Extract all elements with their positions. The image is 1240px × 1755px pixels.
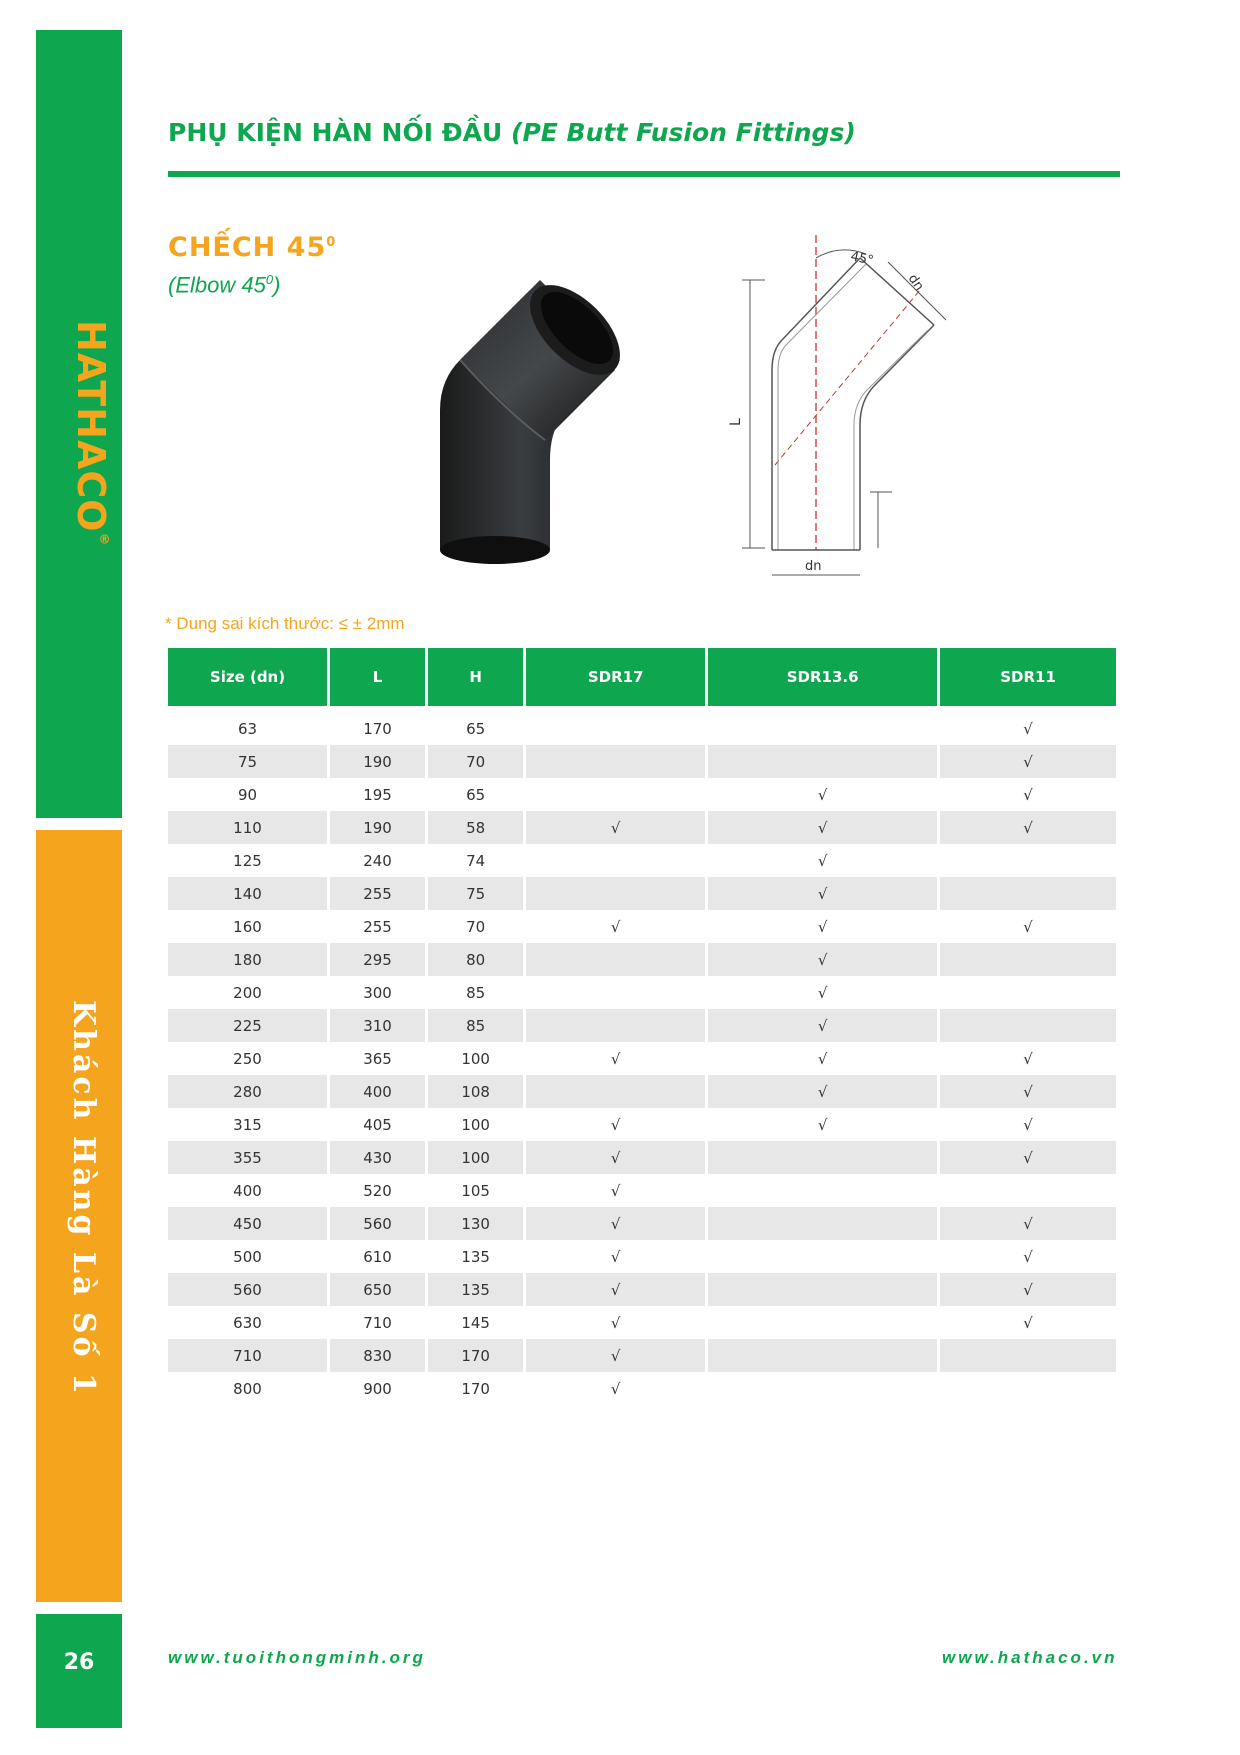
cell-sdr11: √	[1023, 1049, 1033, 1068]
cell-size: 630	[168, 1306, 329, 1339]
cell-h: 100	[427, 1108, 525, 1141]
cell-sdr11	[939, 844, 1116, 877]
cell-size: 140	[168, 877, 329, 910]
cell-sdr17: √	[525, 1174, 707, 1207]
cell-l: 400	[329, 1075, 427, 1108]
cell-sdr17	[525, 877, 707, 910]
cell-l: 300	[329, 976, 427, 1009]
cell-size: 90	[168, 778, 329, 811]
table-row	[168, 1141, 1116, 1174]
cell-sdr17: √	[525, 1240, 707, 1273]
cell-sdr136: √	[707, 910, 939, 943]
table-row	[168, 1240, 1116, 1273]
cell-size: 125	[168, 844, 329, 877]
page-number: 26	[36, 1614, 122, 1728]
cell-l: 610	[329, 1240, 427, 1273]
cell-sdr136	[707, 1174, 939, 1207]
header-sdr17: SDR17	[525, 648, 707, 706]
cell-h: 70	[427, 910, 525, 943]
drawing-label-angle: 45°	[849, 249, 875, 269]
cell-sdr17	[525, 1009, 707, 1042]
cell-size: 560	[168, 1273, 329, 1306]
table-row	[168, 976, 1116, 1009]
cell-l: 240	[329, 844, 427, 877]
cell-l: 310	[329, 1009, 427, 1042]
header-h: H	[427, 648, 525, 706]
cell-sdr136	[707, 1207, 939, 1240]
cell-sdr17: √	[525, 1108, 707, 1141]
cell-sdr11	[939, 877, 1116, 910]
cell-sdr136: √	[707, 811, 939, 844]
brand-logo-text: HATHACO®	[69, 320, 113, 548]
cell-l: 560	[329, 1207, 427, 1240]
cell-sdr136: √	[707, 1075, 939, 1108]
cell-size: 450	[168, 1207, 329, 1240]
tolerance-note: * Dung sai kích thước: ≤ ± 2mm	[165, 614, 405, 633]
cell-sdr17	[525, 745, 707, 778]
cell-sdr11: √	[939, 745, 1116, 778]
cell-sdr11: √	[1023, 1313, 1033, 1332]
slogan: Khách Hàng Là Số 1	[66, 1000, 101, 1397]
cell-sdr136	[707, 745, 939, 778]
cell-sdr11: √	[1023, 785, 1033, 804]
cell-sdr136: √	[707, 1042, 939, 1075]
cell-l: 195	[329, 778, 427, 811]
cell-sdr136	[707, 1273, 939, 1306]
cell-h: 74	[427, 844, 525, 877]
cell-sdr17: √	[525, 811, 707, 844]
cell-sdr136: √	[707, 1108, 939, 1141]
cell-sdr11	[939, 1372, 1116, 1405]
cell-l: 190	[329, 745, 427, 778]
cell-l: 170	[329, 712, 427, 745]
cell-l: 405	[329, 1108, 427, 1141]
cell-size: 355	[168, 1141, 329, 1174]
cell-l: 650	[329, 1273, 427, 1306]
cell-l: 190	[329, 811, 427, 844]
cell-sdr17	[525, 943, 707, 976]
cell-size: 280	[168, 1075, 329, 1108]
header-sdr136: SDR13.6	[707, 648, 939, 706]
table-row	[168, 1372, 1116, 1405]
cell-l: 365	[329, 1042, 427, 1075]
table-row	[168, 712, 1116, 745]
cell-sdr136	[707, 1372, 939, 1405]
table-row	[168, 910, 1116, 943]
table-row	[168, 1339, 1116, 1372]
cell-sdr17: √	[525, 1273, 707, 1306]
cell-sdr11	[939, 1174, 1116, 1207]
cell-size: 200	[168, 976, 329, 1009]
cell-sdr11: √	[939, 1075, 1116, 1108]
cell-sdr136	[707, 712, 939, 745]
cell-l: 255	[329, 877, 427, 910]
cell-h: 70	[427, 745, 525, 778]
cell-sdr11: √	[939, 1273, 1116, 1306]
cell-sdr17: √	[525, 1306, 707, 1339]
table-row	[168, 1207, 1116, 1240]
table-row	[168, 1009, 1116, 1042]
header-divider	[168, 171, 1120, 177]
page-title: PHỤ KIỆN HÀN NỐI ĐẦU (PE Butt Fusion Fittings)	[168, 118, 856, 147]
cell-size: 225	[168, 1009, 329, 1042]
cell-l: 295	[329, 943, 427, 976]
cell-h: 130	[427, 1207, 525, 1240]
technical-drawing	[720, 230, 980, 590]
cell-sdr17: √	[525, 1372, 707, 1405]
cell-h: 170	[427, 1372, 525, 1405]
footer-url-left[interactable]: www.tuoithongminh.org	[168, 1648, 426, 1667]
cell-l: 710	[329, 1306, 427, 1339]
cell-sdr136: √	[707, 943, 939, 976]
header-size: Size (dn)	[168, 648, 329, 706]
cell-size: 75	[168, 745, 329, 778]
cell-sdr136	[707, 1306, 939, 1339]
cell-size: 710	[168, 1339, 329, 1372]
product-subtitle: (Elbow $45^0$)	[168, 272, 281, 298]
table-row	[168, 877, 1116, 910]
cell-size: 63	[168, 712, 329, 745]
cell-sdr136: √	[707, 844, 939, 877]
cell-size: 400	[168, 1174, 329, 1207]
cell-sdr17: √	[525, 1042, 707, 1075]
cell-h: 100	[427, 1042, 525, 1075]
cell-sdr136: √	[707, 778, 939, 811]
cell-sdr11: √	[1023, 719, 1033, 738]
cell-h: 80	[427, 943, 525, 976]
table-row	[168, 1075, 1116, 1108]
drawing-label-dn: dn	[904, 271, 927, 294]
cell-sdr136: √	[707, 877, 939, 910]
cell-sdr11: √	[939, 1207, 1116, 1240]
cell-h: 85	[427, 976, 525, 1009]
table-header-row	[168, 648, 1116, 706]
cell-sdr17: √	[525, 1339, 707, 1372]
cell-sdr17: √	[525, 910, 707, 943]
table-row	[168, 1306, 1116, 1339]
cell-sdr11: √	[1023, 1115, 1033, 1134]
cell-h: 105	[427, 1174, 525, 1207]
product-name: CHẾCH $45^0$	[168, 232, 337, 263]
cell-h: 75	[427, 877, 525, 910]
table-row	[168, 811, 1116, 844]
cell-sdr17	[525, 712, 707, 745]
cell-sdr11	[939, 1009, 1116, 1042]
cell-size: 160	[168, 910, 329, 943]
cell-size: 315	[168, 1108, 329, 1141]
header-l: L	[329, 648, 427, 706]
cell-sdr11: √	[1023, 917, 1033, 936]
table-row	[168, 745, 1116, 778]
cell-size: 500	[168, 1240, 329, 1273]
cell-h: 65	[427, 778, 525, 811]
header-sdr11: SDR11	[939, 648, 1116, 706]
drawing-label-l: L	[728, 418, 744, 426]
table-row	[168, 1042, 1116, 1075]
cell-sdr17	[525, 976, 707, 1009]
cell-sdr17: √	[525, 1207, 707, 1240]
cell-sdr17	[525, 1075, 707, 1108]
table-row	[168, 1174, 1116, 1207]
cell-size: 180	[168, 943, 329, 976]
footer-url-right[interactable]: www.hathaco.vn	[942, 1648, 1118, 1667]
cell-h: 100	[427, 1141, 525, 1174]
cell-l: 430	[329, 1141, 427, 1174]
cell-sdr136	[707, 1240, 939, 1273]
cell-l: 830	[329, 1339, 427, 1372]
cell-size: 250	[168, 1042, 329, 1075]
cell-size: 110	[168, 811, 329, 844]
cell-sdr136	[707, 1141, 939, 1174]
cell-size: 800	[168, 1372, 329, 1405]
cell-l: 255	[329, 910, 427, 943]
cell-sdr11	[939, 943, 1116, 976]
cell-sdr136: √	[707, 1009, 939, 1042]
cell-sdr136: √	[707, 976, 939, 1009]
drawing-label-dn-bottom: dn	[805, 559, 822, 574]
cell-sdr17	[525, 844, 707, 877]
cell-h: 135	[427, 1273, 525, 1306]
cell-h: 108	[427, 1075, 525, 1108]
table-row	[168, 778, 1116, 811]
cell-sdr11: √	[939, 1141, 1116, 1174]
cell-h: 65	[427, 712, 525, 745]
cell-sdr11	[939, 976, 1116, 1009]
cell-sdr11	[939, 1339, 1116, 1372]
cell-sdr136	[707, 1339, 939, 1372]
cell-h: 145	[427, 1306, 525, 1339]
cell-h: 170	[427, 1339, 525, 1372]
cell-l: 520	[329, 1174, 427, 1207]
table-row	[168, 1108, 1116, 1141]
table-row	[168, 844, 1116, 877]
cell-h: 135	[427, 1240, 525, 1273]
cell-h: 85	[427, 1009, 525, 1042]
cell-l: 900	[329, 1372, 427, 1405]
cell-sdr11: √	[1023, 1247, 1033, 1266]
cell-sdr17	[525, 778, 707, 811]
cell-sdr11: √	[939, 811, 1116, 844]
cell-h: 58	[427, 811, 525, 844]
table-row	[168, 1273, 1116, 1306]
table-row	[168, 943, 1116, 976]
elbow-photo	[420, 260, 650, 570]
spec-table	[168, 648, 1116, 1405]
cell-sdr17: √	[525, 1141, 707, 1174]
